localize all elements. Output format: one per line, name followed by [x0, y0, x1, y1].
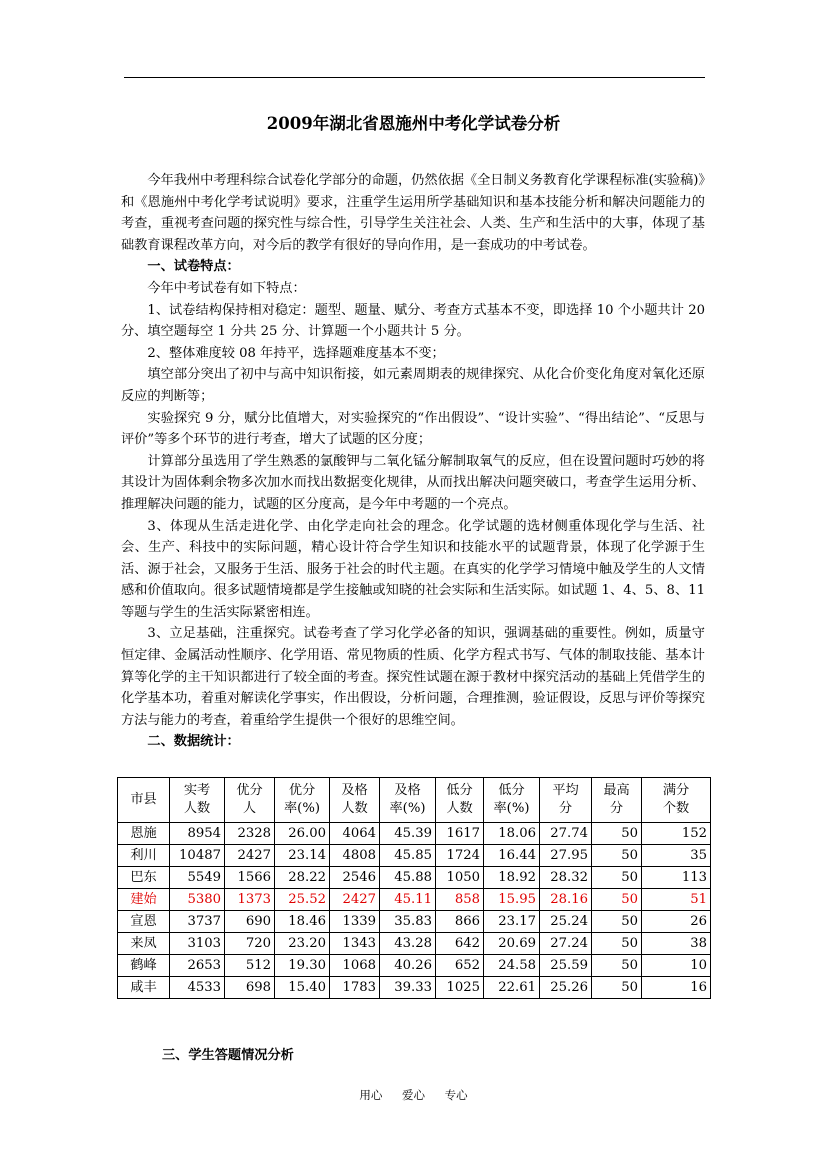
table-cell: 1339	[330, 911, 380, 933]
column-header	[225, 778, 275, 823]
paragraph: 填空部分突出了初中与高中知识衔接，如元素周期表的规律探究、从化合价变化角度对氧化还原反应的判断等；	[121, 367, 705, 404]
column-header-text: 最高	[603, 783, 630, 798]
table-cell: 45.85	[380, 845, 436, 867]
footer-item: 专心	[444, 1088, 468, 1102]
table-cell: 25.24	[540, 911, 592, 933]
column-header-text: 平均	[552, 783, 579, 798]
table-cell: 1068	[330, 955, 380, 977]
table-cell: 19.30	[275, 955, 330, 977]
table-cell: 10	[642, 955, 711, 977]
table-cell: 10487	[170, 845, 225, 867]
table-cell: 16.44	[484, 845, 540, 867]
table-cell: 720	[225, 933, 275, 955]
table-row	[118, 867, 711, 889]
document-body	[121, 170, 705, 753]
table-cell: 18.46	[275, 911, 330, 933]
paragraph: 实验探究 9 分，赋分比值增大，对实验探究的“作出假设”、“设计实验”、“得出结论”、“反思与评价”等多个环节的进行考查，增大了试题的区分度；	[121, 410, 705, 448]
table-cell: 3103	[170, 933, 225, 955]
paragraph: 2、整体难度较 08 年持平，选择题难度基本不变；	[147, 345, 445, 361]
statistics-table	[117, 777, 711, 999]
column-header-text: 市县	[130, 792, 157, 807]
table-cell: 152	[642, 823, 711, 845]
table-cell: 866	[436, 911, 484, 933]
table-cell: 38	[642, 933, 711, 955]
table-cell: 1617	[436, 823, 484, 845]
header-rule	[124, 77, 705, 78]
table-cell: 2546	[330, 867, 380, 889]
column-header-text: 实考	[183, 783, 211, 798]
intro-paragraph: 今年我州中考理科综合试卷化学部分的命题，仍然依据《全日制义务教育化学课程标准(实验稿)》和《恩施州中考化学考试说明》要求，注重学生运用所学基础知识和基本技能分析和解决问题能力的考查，重视考查问题的探究性与综合性，引导学生关注社会、人类、生产和生活中的大事，体现了基础教育课程改革方向，对今后的教学有很好的导向作用，是一套成功的中考试卷。	[121, 173, 705, 253]
column-header	[118, 778, 170, 823]
paragraph: 1、试卷结构保持相对稳定：题型、题量、赋分、考查方式基本不变，即选择 10 个小题共计 20 分、填空题每空 1 分共 25 分、计算题一个小题共计 5 分。	[121, 302, 705, 340]
section1-heading: 一、试卷特点：	[147, 259, 240, 275]
county-cell: 宣恩	[118, 911, 170, 933]
table-cell: 40.26	[380, 955, 436, 977]
column-header-text: 及格	[341, 783, 368, 798]
table-header-row	[118, 778, 711, 823]
table-cell: 50	[592, 867, 642, 889]
table-cell: 28.32	[540, 867, 592, 889]
table-cell: 22.61	[484, 977, 540, 999]
county-cell: 巴东	[118, 867, 170, 889]
column-header-text: 人数	[341, 801, 368, 816]
column-header-text: 率(%)	[493, 801, 530, 816]
table-cell: 1783	[330, 977, 380, 999]
column-header	[330, 778, 380, 823]
column-header-text: 率(%)	[389, 801, 426, 816]
table-cell: 16	[642, 977, 711, 999]
table-cell: 690	[225, 911, 275, 933]
paragraph: 3、立足基础，注重探究。试卷考查了学习化学必备的知识，强调基础的重要性。例如，质量守恒定律、金属活动性顺序、化学用语、常见物质的性质、化学方程式书写、气体的制取技能、基本计算等化学的主干知识都进行了较全面的考查。探究性试题在源于教材中探究活动的基础上凭借学生的化学基本功，着重对解读化学事实，作出假设，分析问题，合理推测，验证假设，反思与评价等探究方法与能力的考查，着重给学生提供一个很好的思维空间。	[121, 626, 705, 728]
table-cell: 27.24	[540, 933, 592, 955]
table-cell: 1724	[436, 845, 484, 867]
table-cell: 50	[592, 889, 642, 911]
table-cell: 45.39	[380, 823, 436, 845]
table-cell: 25.26	[540, 977, 592, 999]
table-cell: 50	[592, 955, 642, 977]
table-cell: 45.11	[380, 889, 436, 911]
table-cell: 26.00	[275, 823, 330, 845]
section3-heading: 三、学生答题情况分析	[162, 1048, 294, 1063]
table-cell: 28.16	[540, 889, 592, 911]
table-cell: 5549	[170, 867, 225, 889]
table-body	[118, 823, 711, 999]
table-cell: 26	[642, 911, 711, 933]
footer-item: 爱心	[402, 1088, 425, 1102]
table-cell: 27.74	[540, 823, 592, 845]
table-cell: 23.14	[275, 845, 330, 867]
table-cell: 27.95	[540, 845, 592, 867]
table-cell: 35.83	[380, 911, 436, 933]
column-header	[436, 778, 484, 823]
table-row	[118, 845, 711, 867]
table-cell: 50	[592, 823, 642, 845]
column-header-text: 满分	[662, 783, 690, 798]
table-row	[118, 933, 711, 955]
table-cell: 15.95	[484, 889, 540, 911]
column-header-text: 低分	[446, 783, 473, 798]
footer-item: 用心	[359, 1088, 383, 1102]
column-header-text: 优分	[288, 783, 316, 798]
table-cell: 43.28	[380, 933, 436, 955]
table-cell: 20.69	[484, 933, 540, 955]
table-row	[118, 955, 711, 977]
column-header-text: 分	[609, 801, 624, 816]
table-cell: 45.88	[380, 867, 436, 889]
table-cell: 50	[592, 977, 642, 999]
table-cell: 4064	[330, 823, 380, 845]
column-header-text: 人数	[446, 801, 473, 816]
section2-heading: 二、数据统计：	[147, 734, 240, 750]
column-header	[484, 778, 540, 823]
column-header	[380, 778, 436, 823]
table-cell: 4533	[170, 977, 225, 999]
table-cell: 1373	[225, 889, 275, 911]
column-header-text: 率(%)	[283, 801, 320, 816]
table-cell: 8954	[170, 823, 225, 845]
table-cell: 50	[592, 911, 642, 933]
column-header	[642, 778, 711, 823]
column-header	[170, 778, 225, 823]
table-cell: 698	[225, 977, 275, 999]
table-cell: 18.06	[484, 823, 540, 845]
table-cell: 2653	[170, 955, 225, 977]
column-header-text: 分	[558, 801, 573, 816]
table-cell: 1050	[436, 867, 484, 889]
table-cell: 858	[436, 889, 484, 911]
table-cell: 2427	[330, 889, 380, 911]
paragraph: 今年中考试卷有如下特点：	[147, 280, 306, 296]
table-cell: 3737	[170, 911, 225, 933]
county-cell: 来凤	[118, 933, 170, 955]
table-cell: 2427	[225, 845, 275, 867]
table-cell: 18.92	[484, 867, 540, 889]
column-header	[592, 778, 642, 823]
document-title: 2009年湖北省恩施州中考化学试卷分析	[266, 114, 561, 133]
county-cell: 利川	[118, 845, 170, 867]
page-footer	[0, 1087, 827, 1103]
county-cell: 恩施	[118, 823, 170, 845]
table-row	[118, 977, 711, 999]
table-cell: 25.52	[275, 889, 330, 911]
table-row	[118, 823, 711, 845]
table-row	[118, 889, 711, 911]
table-cell: 35	[642, 845, 711, 867]
table-cell: 25.59	[540, 955, 592, 977]
table-cell: 51	[642, 889, 711, 911]
table-cell: 50	[592, 933, 642, 955]
table-cell: 15.40	[275, 977, 330, 999]
table-cell: 652	[436, 955, 484, 977]
table-cell: 1566	[225, 867, 275, 889]
paragraph: 3、体现从生活走进化学、由化学走向社会的理念。化学试题的选材侧重体现化学与生活、社会、生产、科技中的实际问题，精心设计符合学生知识和技能水平的试题背景，体现了化学源于生活、源于社会，又服务于生活、服务于社会的时代主题。在真实的化学学习情境中触及学生的人文情感和价值取向。很多试题情境都是学生接触或知晓的社会实际和生活实际。如试题 1、4、5、8、11 等题与学生的生活实际紧密相连。	[121, 518, 705, 620]
table-cell: 5380	[170, 889, 225, 911]
column-header-text: 人数	[183, 801, 211, 816]
column-header	[540, 778, 592, 823]
county-cell: 建始	[118, 889, 170, 911]
table-row	[118, 911, 711, 933]
table-cell: 50	[592, 845, 642, 867]
table-cell: 24.58	[484, 955, 540, 977]
column-header-text: 及格	[394, 783, 421, 798]
county-cell: 鹤峰	[118, 955, 170, 977]
table-cell: 642	[436, 933, 484, 955]
table-cell: 23.17	[484, 911, 540, 933]
table-cell: 4808	[330, 845, 380, 867]
table-cell: 23.20	[275, 933, 330, 955]
table-cell: 113	[642, 867, 711, 889]
column-header-text: 人	[242, 801, 257, 816]
table-cell: 1343	[330, 933, 380, 955]
table-cell: 512	[225, 955, 275, 977]
column-header-text: 个数	[662, 801, 690, 816]
column-header-text: 低分	[498, 783, 525, 798]
table-cell: 2328	[225, 823, 275, 845]
table-cell: 28.22	[275, 867, 330, 889]
column-header	[275, 778, 330, 823]
table-cell: 1025	[436, 977, 484, 999]
paragraph: 计算部分虽选用了学生熟悉的氯酸钾与二氧化锰分解制取氧气的反应，但在设置问题时巧妙的将其设计为固体剩余物多次加水而找出数据变化规律，从而找出解决问题突破口，考查学生运用分析、推理解决问题的能力，试题的区分度高，是今年中考题的一个亮点。	[121, 453, 705, 512]
column-header-text: 优分	[236, 783, 263, 798]
county-cell: 咸丰	[118, 977, 170, 999]
table-cell: 39.33	[380, 977, 436, 999]
